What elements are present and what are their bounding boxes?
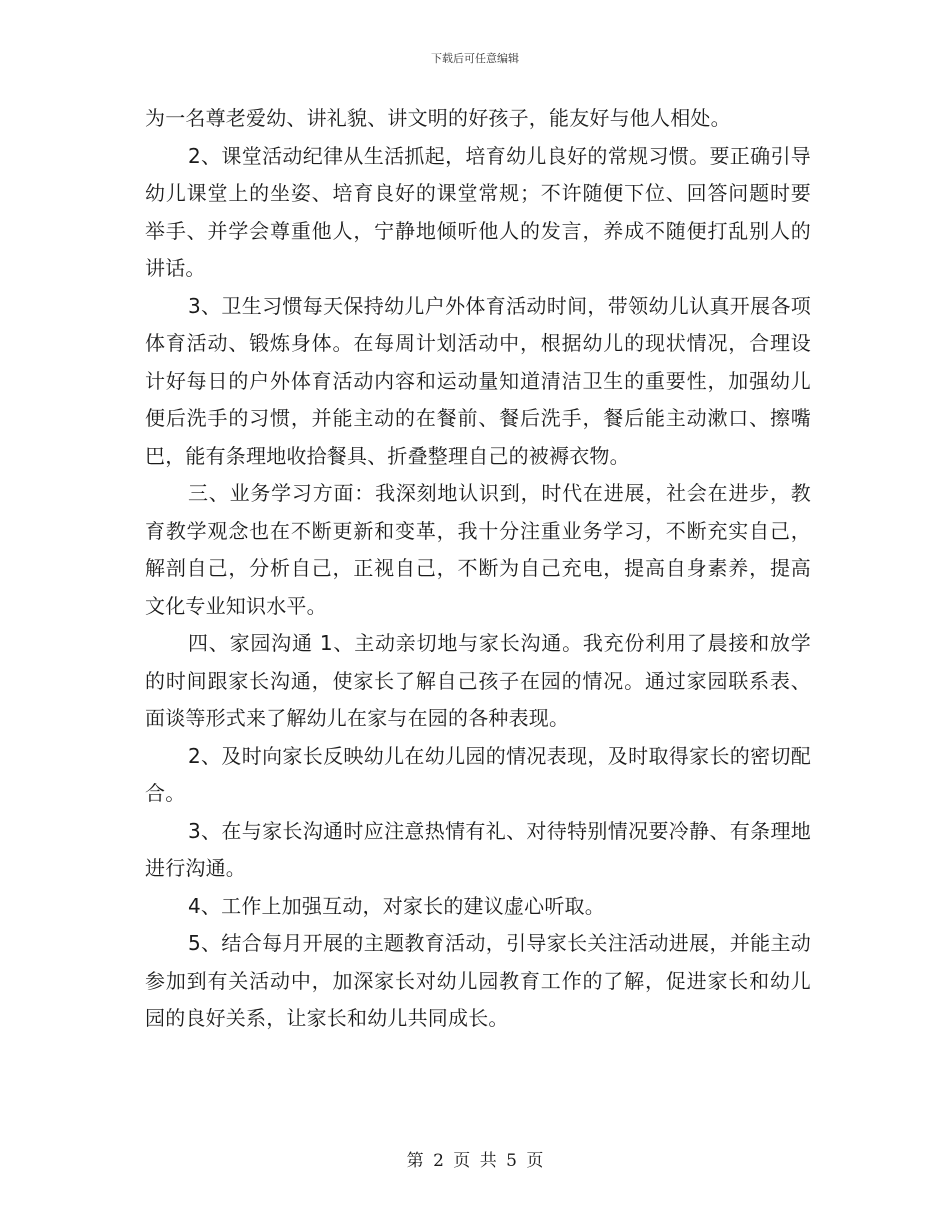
paragraph-professional-study: 三、业务学习方面：我深刻地认识到，时代在进展，社会在进步，教育教学观念也在不断更新和变革，我十分注重业务学习，不断充实自己，解剖自己，分析自己，正视自己，不断为自己充电，提高自身素养，提高文化专业知识水平。: [145, 481, 811, 618]
paragraph-hygiene-habits: 3、卫生习惯每天保持幼儿户外体育活动时间，带领幼儿认真开展各项体育活动、锻炼身体。在每周计划活动中，根据幼儿的现状情况，合理设计好每日的户外体育活动内容和运动量知道清洁卫生的重要性，加强幼儿便后洗手的习惯，并能主动的在餐前、餐后洗手，餐后能主动漱口、擦嘴巴，能有条理地收拾餐具、折叠整理自己的被褥衣物。: [145, 293, 811, 468]
paragraph-theme-activities: 5、结合每月开展的主题教育活动，引导家长关注活动进展，并能主动参加到有关活动中，加深家长对幼儿园教育工作的了解，促进家长和幼儿园的良好关系，让家长和幼儿共同成长。: [145, 931, 811, 1030]
paragraph-classroom-discipline: 2、课堂活动纪律从生活抓起，培育幼儿良好的常规习惯。要正确引导幼儿课堂上的坐姿、培育良好的课堂常规；不许随便下位、回答问题时要举手、并学会尊重他人，宁静地倾听他人的发言，养成不随便打乱别人的讲话。: [145, 143, 811, 280]
paragraph-continuation: 为一名尊老爱幼、讲礼貌、讲文明的好孩子，能友好与他人相处。: [145, 106, 731, 130]
paragraph-report-to-parents: 2、及时向家长反映幼儿在幼儿园的情况表现，及时取得家长的密切配合。: [145, 743, 811, 805]
page-header: 下载后可任意编辑: [431, 52, 519, 65]
page-number: 第 2 页 共 5 页: [406, 1151, 544, 1171]
paragraph-interaction: 4、工作上加强互动，对家长的建议虚心听取。: [188, 893, 605, 918]
document-body: [145, 100, 811, 1038]
paragraph-communication-manner: 3、在与家长沟通时应注意热情有礼、对待特别情况要冷静、有条理地进行沟通。: [145, 818, 811, 880]
paragraph-home-communication: 四、家园沟通 1、主动亲切地与家长沟通。我充份利用了晨接和放学的时间跟家长沟通，使家长了解自己孩子在园的情况。通过家园联系表、面谈等形式来了解幼儿在家与在园的各种表现。: [145, 631, 811, 730]
